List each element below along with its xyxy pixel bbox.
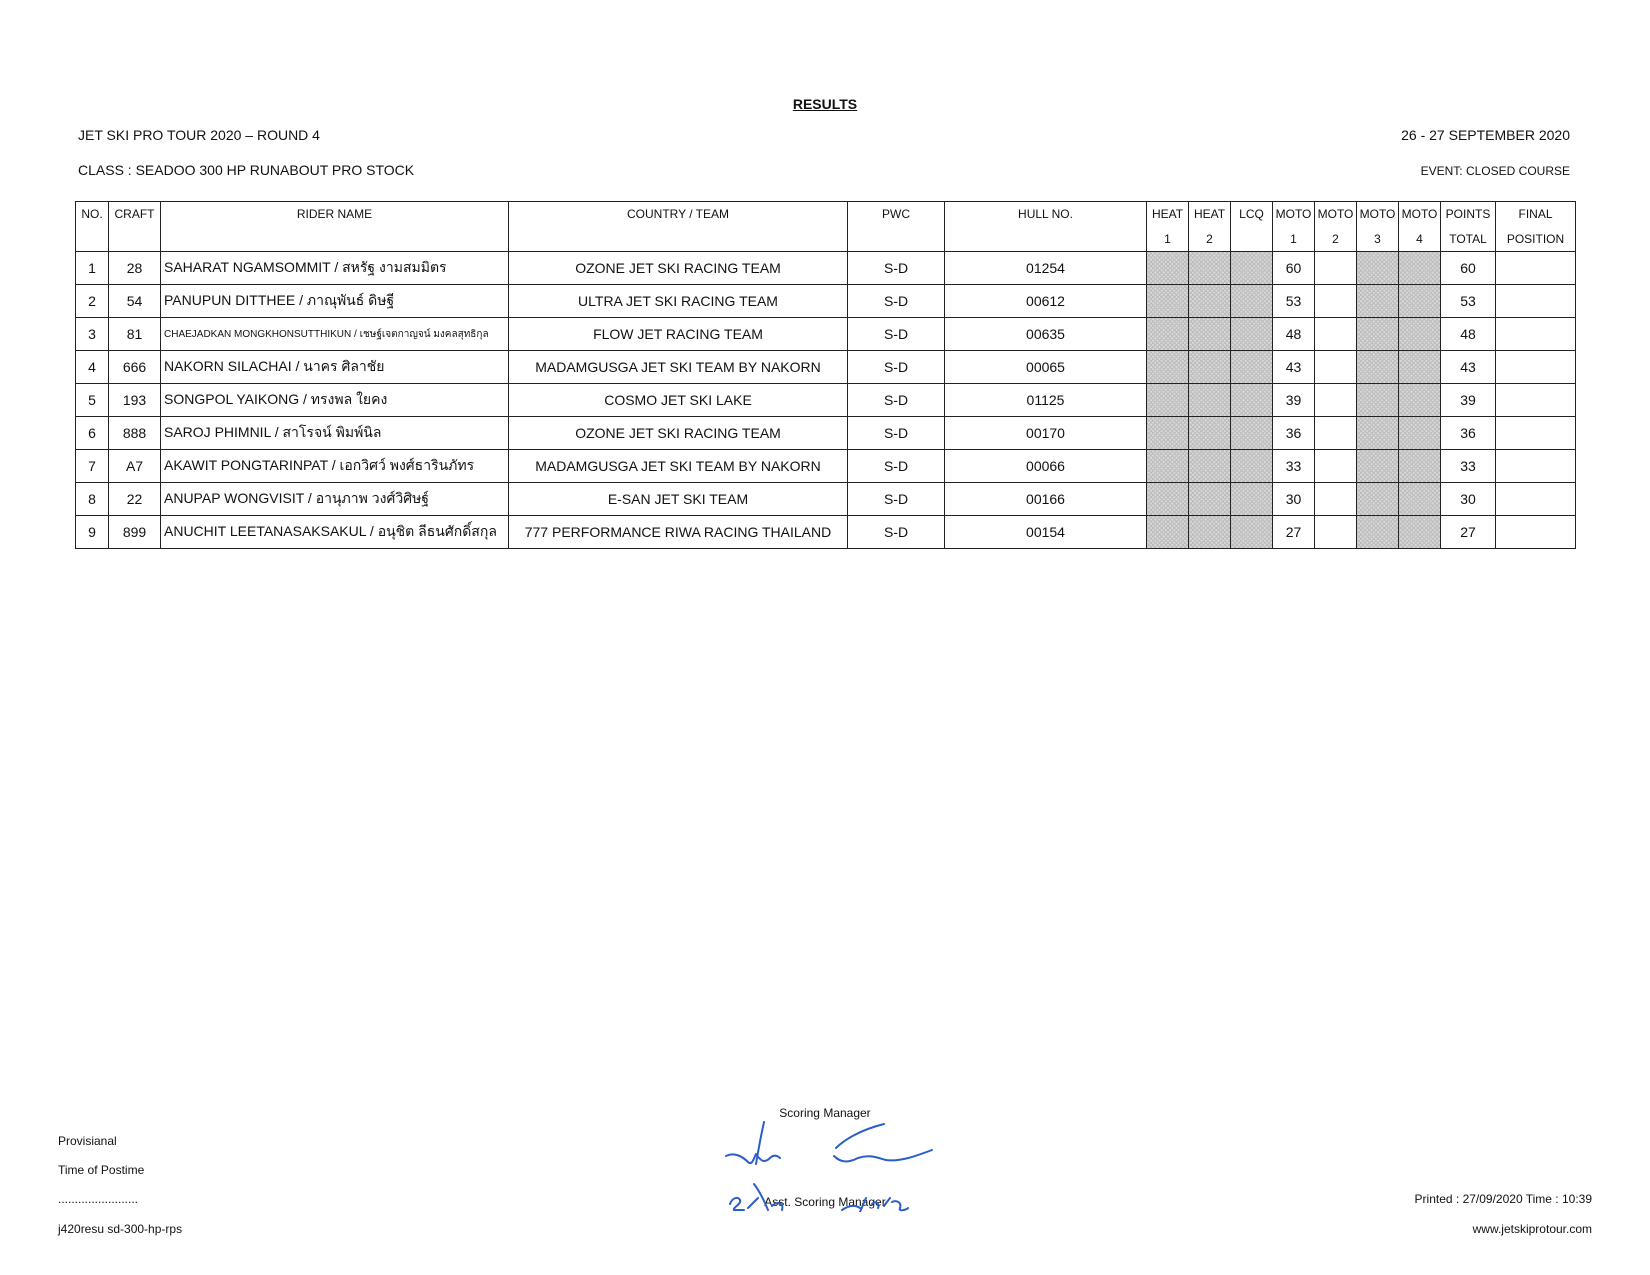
col-moto1: MOTO — [1273, 202, 1315, 226]
cell-team: 777 PERFORMANCE RIWA RACING THAILAND — [509, 516, 848, 549]
cell-craft: 888 — [109, 417, 161, 450]
cell-no: 9 — [76, 516, 109, 549]
cell-lcq — [1231, 252, 1273, 285]
cell-points: 27 — [1441, 516, 1496, 549]
cell-pwc: S-D — [848, 384, 945, 417]
event-type: EVENT: CLOSED COURSE — [1420, 164, 1570, 178]
cell-moto4 — [1399, 516, 1441, 549]
cell-no: 6 — [76, 417, 109, 450]
cell-heat1 — [1147, 285, 1189, 318]
cell-craft: 899 — [109, 516, 161, 549]
col-moto4: MOTO — [1399, 202, 1441, 226]
cell-pwc: S-D — [848, 483, 945, 516]
signature-stroke — [842, 1198, 908, 1212]
cell-moto1: 36 — [1273, 417, 1315, 450]
cell-moto4 — [1399, 417, 1441, 450]
cell-moto2 — [1315, 252, 1357, 285]
signature-stroke — [726, 1122, 780, 1164]
cell-craft: 666 — [109, 351, 161, 384]
col-rider: RIDER NAME — [161, 202, 509, 226]
cell-points: 48 — [1441, 318, 1496, 351]
signature-stroke — [730, 1184, 782, 1210]
cell-craft: 54 — [109, 285, 161, 318]
cell-moto2 — [1315, 483, 1357, 516]
cell-rider: SAROJ PHIMNIL / สาโรจน์ พิมพ์นิล — [161, 417, 509, 450]
cell-final — [1496, 450, 1576, 483]
cell-rider: PANUPUN DITTHEE / ภาณุพันธ์ ดิษฐี — [161, 285, 509, 318]
cell-heat1 — [1147, 483, 1189, 516]
cell-pwc: S-D — [848, 450, 945, 483]
cell-lcq — [1231, 450, 1273, 483]
cell-heat2 — [1189, 450, 1231, 483]
cell-moto4 — [1399, 252, 1441, 285]
cell-points: 36 — [1441, 417, 1496, 450]
cell-hull: 00065 — [945, 351, 1147, 384]
cell-lcq — [1231, 516, 1273, 549]
file-reference: j420resu sd-300-hp-rps — [58, 1222, 183, 1236]
cell-points: 39 — [1441, 384, 1496, 417]
col-craft: CRAFT — [109, 202, 161, 226]
cell-heat2 — [1189, 516, 1231, 549]
cell-moto1: 30 — [1273, 483, 1315, 516]
printed-timestamp: Printed : 27/09/2020 Time : 10:39 — [1414, 1192, 1592, 1206]
cell-lcq — [1231, 384, 1273, 417]
cell-moto1: 43 — [1273, 351, 1315, 384]
cell-no: 3 — [76, 318, 109, 351]
cell-moto1: 39 — [1273, 384, 1315, 417]
website-link[interactable]: www.jetskiprotour.com — [1472, 1222, 1592, 1236]
cell-points: 53 — [1441, 285, 1496, 318]
cell-moto3 — [1357, 285, 1399, 318]
cell-heat2 — [1189, 483, 1231, 516]
cell-moto4 — [1399, 483, 1441, 516]
table-row — [76, 285, 1576, 318]
cell-moto3 — [1357, 516, 1399, 549]
table-header-row — [76, 202, 1576, 226]
cell-moto1: 33 — [1273, 450, 1315, 483]
col-lcq: LCQ — [1231, 202, 1273, 226]
table-row — [76, 450, 1576, 483]
cell-pwc: S-D — [848, 417, 945, 450]
cell-hull: 00635 — [945, 318, 1147, 351]
col-heat1: HEAT — [1147, 202, 1189, 226]
cell-craft: 22 — [109, 483, 161, 516]
signature-icon — [720, 1112, 980, 1212]
cell-moto1: 53 — [1273, 285, 1315, 318]
cell-team: E-SAN JET SKI TEAM — [509, 483, 848, 516]
cell-craft: A7 — [109, 450, 161, 483]
cell-lcq — [1231, 483, 1273, 516]
cell-moto3 — [1357, 252, 1399, 285]
cell-final — [1496, 384, 1576, 417]
cell-lcq — [1231, 417, 1273, 450]
asst-scoring-manager-label: Asst. Scoring Manager — [764, 1195, 886, 1209]
cell-no: 8 — [76, 483, 109, 516]
col-final-sub: POSITION — [1496, 226, 1576, 252]
cell-moto2 — [1315, 318, 1357, 351]
col-moto3: MOTO — [1357, 202, 1399, 226]
cell-points: 43 — [1441, 351, 1496, 384]
cell-lcq — [1231, 351, 1273, 384]
cell-final — [1496, 351, 1576, 384]
cell-craft: 81 — [109, 318, 161, 351]
table-header-row-2 — [76, 226, 1576, 252]
cell-hull: 01254 — [945, 252, 1147, 285]
cell-moto3 — [1357, 417, 1399, 450]
cell-no: 4 — [76, 351, 109, 384]
cell-rider: ANUPAP WONGVISIT / อานุภาพ วงศ์วิศิษฐ์ — [161, 483, 509, 516]
table-row — [76, 318, 1576, 351]
cell-heat1 — [1147, 516, 1189, 549]
cell-no: 2 — [76, 285, 109, 318]
cell-moto4 — [1399, 384, 1441, 417]
cell-points: 33 — [1441, 450, 1496, 483]
provisional-label: Provisianal — [58, 1134, 117, 1148]
cell-no: 5 — [76, 384, 109, 417]
cell-team: OZONE JET SKI RACING TEAM — [509, 252, 848, 285]
cell-team: OZONE JET SKI RACING TEAM — [509, 417, 848, 450]
cell-hull: 00612 — [945, 285, 1147, 318]
col-moto2-num: 2 — [1315, 226, 1357, 252]
cell-moto3 — [1357, 483, 1399, 516]
signature-strokes — [726, 1122, 932, 1212]
cell-team: MADAMGUSGA JET SKI TEAM BY NAKORN — [509, 450, 848, 483]
cell-moto3 — [1357, 318, 1399, 351]
col-heat2: HEAT — [1189, 202, 1231, 226]
cell-heat2 — [1189, 417, 1231, 450]
cell-moto1: 60 — [1273, 252, 1315, 285]
cell-rider: SONGPOL YAIKONG / ทรงพล ใยคง — [161, 384, 509, 417]
cell-no: 7 — [76, 450, 109, 483]
cell-craft: 28 — [109, 252, 161, 285]
table-row — [76, 351, 1576, 384]
cell-moto1: 48 — [1273, 318, 1315, 351]
cell-final — [1496, 483, 1576, 516]
cell-lcq — [1231, 318, 1273, 351]
cell-moto3 — [1357, 384, 1399, 417]
time-of-postime-label: Time of Postime — [58, 1163, 145, 1177]
cell-moto4 — [1399, 285, 1441, 318]
cell-moto3 — [1357, 351, 1399, 384]
table-row — [76, 483, 1576, 516]
cell-moto2 — [1315, 417, 1357, 450]
cell-heat2 — [1189, 285, 1231, 318]
col-heat1-num: 1 — [1147, 226, 1189, 252]
page-title: RESULTS — [792, 96, 858, 112]
cell-rider: NAKORN SILACHAI / นาคร ศิลาชัย — [161, 351, 509, 384]
col-no: NO. — [76, 202, 109, 226]
cell-heat1 — [1147, 252, 1189, 285]
table-row — [76, 516, 1576, 549]
cell-craft: 193 — [109, 384, 161, 417]
signature-stroke — [834, 1124, 932, 1162]
cell-heat2 — [1189, 351, 1231, 384]
cell-moto3 — [1357, 450, 1399, 483]
cell-pwc: S-D — [848, 318, 945, 351]
col-heat2-num: 2 — [1189, 226, 1231, 252]
table-row — [76, 384, 1576, 417]
cell-team: MADAMGUSGA JET SKI TEAM BY NAKORN — [509, 351, 848, 384]
col-moto3-num: 3 — [1357, 226, 1399, 252]
cell-pwc: S-D — [848, 351, 945, 384]
cell-hull: 00170 — [945, 417, 1147, 450]
col-points-sub: TOTAL — [1441, 226, 1496, 252]
event-dates: 26 - 27 SEPTEMBER 2020 — [1401, 127, 1570, 143]
col-moto2: MOTO — [1315, 202, 1357, 226]
class-name: CLASS : SEADOO 300 HP RUNABOUT PRO STOCK — [78, 162, 415, 178]
col-hull: HULL NO. — [945, 202, 1147, 226]
col-team: COUNTRY / TEAM — [509, 202, 848, 226]
cell-moto1: 27 — [1273, 516, 1315, 549]
cell-final — [1496, 285, 1576, 318]
cell-lcq — [1231, 285, 1273, 318]
cell-moto2 — [1315, 450, 1357, 483]
scoring-manager-label: Scoring Manager — [779, 1106, 871, 1120]
cell-points: 60 — [1441, 252, 1496, 285]
cell-moto4 — [1399, 450, 1441, 483]
cell-hull: 00066 — [945, 450, 1147, 483]
results-table — [75, 201, 1576, 549]
cell-moto2 — [1315, 285, 1357, 318]
cell-heat1 — [1147, 417, 1189, 450]
cell-rider: ANUCHIT LEETANASAKSAKUL / อนุชิต ลีธนศักดิ์สกุล — [161, 516, 509, 549]
cell-heat1 — [1147, 450, 1189, 483]
table-row — [76, 417, 1576, 450]
col-final: FINAL — [1496, 202, 1576, 226]
cell-heat2 — [1189, 384, 1231, 417]
cell-team: ULTRA JET SKI RACING TEAM — [509, 285, 848, 318]
col-moto4-num: 4 — [1399, 226, 1441, 252]
cell-pwc: S-D — [848, 285, 945, 318]
cell-moto2 — [1315, 516, 1357, 549]
cell-final — [1496, 417, 1576, 450]
cell-moto4 — [1399, 351, 1441, 384]
cell-hull: 01125 — [945, 384, 1147, 417]
cell-heat1 — [1147, 318, 1189, 351]
cell-team: FLOW JET RACING TEAM — [509, 318, 848, 351]
col-pwc: PWC — [848, 202, 945, 226]
cell-final — [1496, 318, 1576, 351]
cell-rider: CHAEJADKAN MONGKHONSUTTHIKUN / เชษฐ์เจตกาญจน์ มงคลสุทธิกุล — [161, 318, 509, 351]
dotted-line: ........................ — [58, 1192, 139, 1206]
cell-heat1 — [1147, 351, 1189, 384]
cell-final — [1496, 252, 1576, 285]
event-name: JET SKI PRO TOUR 2020 – ROUND 4 — [78, 127, 320, 143]
table-row — [76, 252, 1576, 285]
cell-final — [1496, 516, 1576, 549]
cell-heat2 — [1189, 318, 1231, 351]
cell-rider: AKAWIT PONGTARINPAT / เอกวิศว์ พงศ์ธารินภัทร — [161, 450, 509, 483]
cell-moto2 — [1315, 384, 1357, 417]
cell-team: COSMO JET SKI LAKE — [509, 384, 848, 417]
cell-heat1 — [1147, 384, 1189, 417]
cell-moto2 — [1315, 351, 1357, 384]
cell-pwc: S-D — [848, 516, 945, 549]
cell-rider: SAHARAT NGAMSOMMIT / สหรัฐ งามสมมิตร — [161, 252, 509, 285]
col-points: POINTS — [1441, 202, 1496, 226]
cell-pwc: S-D — [848, 252, 945, 285]
cell-hull: 00154 — [945, 516, 1147, 549]
cell-hull: 00166 — [945, 483, 1147, 516]
col-moto1-num: 1 — [1273, 226, 1315, 252]
cell-heat2 — [1189, 252, 1231, 285]
cell-no: 1 — [76, 252, 109, 285]
cell-points: 30 — [1441, 483, 1496, 516]
cell-moto4 — [1399, 318, 1441, 351]
